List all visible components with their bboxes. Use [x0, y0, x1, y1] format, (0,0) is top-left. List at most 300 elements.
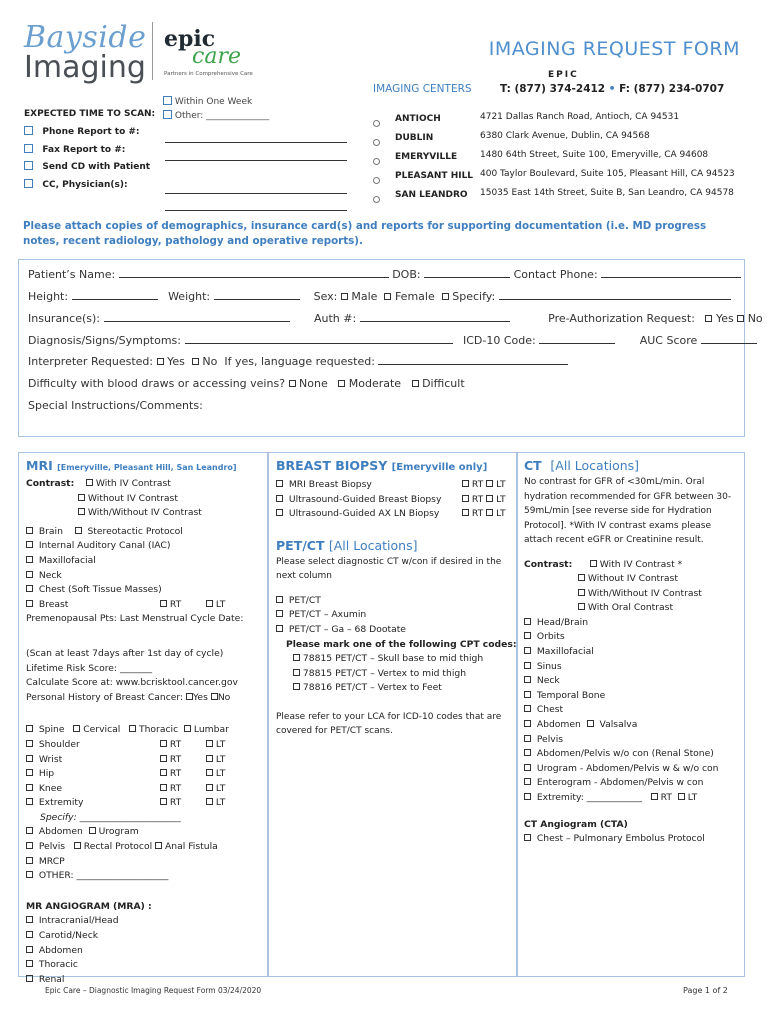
interpreter-yes-label: Yes: [167, 355, 185, 368]
center-radio-antioch[interactable]: [373, 120, 380, 127]
logo-script-text: Bayside: [24, 20, 147, 55]
ct-item: [524, 674, 744, 689]
cta-item: [524, 832, 744, 847]
difficulty-moderate-label: Moderate: [348, 377, 402, 390]
ct-abdomen-row: [524, 718, 744, 733]
mra-intracranial-checkbox[interactable]: [26, 916, 33, 923]
mri-spine-checkbox[interactable]: [26, 725, 33, 732]
org-name: EPIC: [548, 70, 579, 80]
mri-history-row: [26, 691, 267, 706]
ct-with-without-iv-label: With/Without IV Contrast: [587, 587, 702, 599]
center-address: 6380 Clark Avenue, Dublin, CA 94568: [480, 131, 650, 141]
ct-maxillofacial-checkbox[interactable]: [524, 647, 531, 654]
cpt-78816-checkbox[interactable]: [293, 683, 300, 690]
center-row: [373, 169, 753, 188]
auc-label: AUC Score: [639, 334, 698, 347]
mri-with-without-iv-checkbox[interactable]: [78, 508, 85, 515]
petct-axumin-checkbox[interactable]: [276, 610, 283, 617]
ct-renal-stone-checkbox[interactable]: [524, 749, 531, 756]
ct-item: [524, 689, 744, 704]
biopsy-item: [276, 493, 516, 508]
mri-knee-lt-checkbox[interactable]: [206, 784, 213, 791]
center-radio-pleasant-hill[interactable]: [373, 177, 380, 184]
phone-report-checkbox[interactable]: [24, 126, 33, 135]
auc-field[interactable]: [701, 343, 757, 344]
footer-right: Page 1 of 2: [683, 986, 728, 995]
mri-history-no-checkbox[interactable]: [211, 693, 218, 700]
mri-neck-label: Neck: [38, 569, 62, 581]
mri-stereo-label: Stereotactic Protocol: [87, 525, 183, 537]
ct-extremity-rt-checkbox[interactable]: [651, 793, 658, 800]
report-option[interactable]: [24, 161, 150, 179]
mri-extremity-rt-checkbox[interactable]: [160, 798, 167, 805]
mri-breast-rt-checkbox[interactable]: [160, 600, 167, 607]
petct-header: [276, 538, 516, 553]
rt-label: RT: [660, 792, 672, 803]
fax-report-label: Fax Report to #:: [42, 144, 126, 155]
ct-extremity-row: [524, 791, 744, 806]
mri-pelvis-row: [26, 840, 267, 855]
petct-checkbox[interactable]: [276, 596, 283, 603]
ct-neck-label: Neck: [536, 675, 560, 687]
mri-history-yes-checkbox[interactable]: [186, 693, 193, 700]
weight-field[interactable]: [214, 299, 300, 300]
sex-label: Sex:: [313, 290, 338, 303]
bayside-logo: [24, 22, 154, 84]
mra-carotid-checkbox[interactable]: [26, 931, 33, 938]
other-time-checkbox[interactable]: [163, 110, 172, 119]
mri-knee-rt-checkbox[interactable]: [160, 784, 167, 791]
mri-abdomen-checkbox[interactable]: [26, 827, 33, 834]
mri-urogram-checkbox[interactable]: [89, 827, 96, 834]
cta-pe-checkbox[interactable]: [524, 834, 531, 841]
petct-ga68-checkbox[interactable]: [276, 625, 283, 632]
mri-stereo-checkbox[interactable]: [75, 527, 82, 534]
mri-breast-lt[interactable]: [206, 598, 225, 613]
fax-report-checkbox[interactable]: [24, 144, 33, 153]
ct-abdomen-label: Abdomen: [536, 719, 581, 731]
rt-label: RT: [169, 797, 182, 809]
language-field[interactable]: [378, 364, 568, 365]
ct-location: [All Locations]: [550, 458, 640, 473]
specify-field[interactable]: [499, 299, 731, 300]
mri-spine-row: [26, 723, 267, 738]
ct-orbits-label: Orbits: [536, 631, 565, 643]
mri-wrist-rt-checkbox[interactable]: [160, 755, 167, 762]
ct-contrast-row: [524, 601, 744, 616]
mri-lumbar-checkbox[interactable]: [184, 725, 191, 732]
centers-list: [373, 112, 753, 207]
mri-thoracic-checkbox[interactable]: [129, 725, 136, 732]
patient-row-7: [28, 399, 203, 412]
mri-pelvis-checkbox[interactable]: [26, 842, 33, 849]
mri-without-iv-label: Without IV Contrast: [87, 492, 178, 504]
insurance-label: Insurance(s):: [28, 312, 100, 325]
ct-item: [524, 630, 744, 645]
mra-thoracic-checkbox[interactable]: [26, 960, 33, 967]
ct-temporal-checkbox[interactable]: [524, 691, 531, 698]
mri-with-iv-checkbox[interactable]: [86, 479, 93, 486]
footer-left: Epic Care – Diagnostic Imaging Request Form 03/24/2020: [45, 986, 262, 995]
patient-name-field[interactable]: [119, 277, 389, 278]
ct-pelvis-checkbox[interactable]: [524, 735, 531, 742]
biopsy-axln-rt-checkbox[interactable]: [462, 509, 469, 516]
ct-enterogram-label: Enterogram - Abdomen/Pelvis w con: [536, 777, 704, 789]
mri-joint-row: [26, 738, 267, 753]
ct-with-iv-checkbox[interactable]: [590, 560, 597, 567]
mri-extremity-lt-checkbox[interactable]: [206, 798, 213, 805]
mri-history-no: No: [217, 691, 231, 703]
mri-fistula-label: Anal Fistula: [164, 841, 218, 853]
cta-title: CT Angiogram (CTA): [524, 818, 628, 830]
bullet-icon: •: [608, 83, 620, 95]
cpt-78815-vertex-label: 78815 PET/CT – Vertex to mid thigh: [302, 667, 467, 679]
ct-contrast-row: [524, 587, 744, 602]
center-radio-emeryville[interactable]: [373, 158, 380, 165]
biopsy-axln-lt-checkbox[interactable]: [486, 509, 493, 516]
diagnosis-label: Diagnosis/Signs/Symptoms:: [28, 334, 181, 347]
mri-fistula-checkbox[interactable]: [155, 842, 162, 849]
lca-note: Please refer to your LCA for ICD-10 codes that are covered for PET/CT scans.: [276, 711, 502, 737]
ct-urogram-checkbox[interactable]: [524, 764, 531, 771]
center-row: [373, 150, 753, 169]
center-radio-san-leandro[interactable]: [373, 196, 380, 203]
cpt-78815-vertex-checkbox[interactable]: [293, 669, 300, 676]
cc-physician-checkbox[interactable]: [24, 179, 33, 188]
interpreter-label: Interpreter Requested:: [28, 355, 154, 368]
cta-pe-label: Chest – Pulmonary Embolus Protocol: [536, 833, 705, 845]
rt-label: RT: [169, 753, 182, 765]
ct-item: [524, 776, 744, 791]
biopsy-header: [276, 458, 516, 473]
cpt-item: [276, 667, 516, 682]
ct-temporal-label: Temporal Bone: [536, 689, 606, 701]
mri-wrist-checkbox[interactable]: [26, 755, 33, 762]
petct-note: Please select diagnostic CT w/con if desired in the next column: [276, 556, 502, 582]
mra-item: [26, 929, 267, 944]
mri-chest-label: Chest (Soft Tissue Masses): [38, 584, 162, 596]
ct-oral-checkbox[interactable]: [578, 603, 585, 610]
mri-item: [26, 554, 267, 569]
preauth-label: Pre-Authorization Request:: [548, 312, 695, 325]
mri-calc-url: Calculate Score at: www.bcrisktool.cancer.gov: [26, 677, 238, 689]
mri-breast-row: [26, 598, 267, 613]
ct-item: [524, 733, 744, 748]
other-time-label: Other: ______________: [174, 111, 270, 121]
ct-without-iv-checkbox[interactable]: [578, 574, 585, 581]
phone-report-label: Phone Report to #:: [42, 127, 140, 137]
ct-renal-stone-label: Abdomen/Pelvis w/o con (Renal Stone): [536, 748, 714, 760]
biopsy-title: BREAST BIOPSY: [276, 458, 388, 473]
preauth-no-checkbox[interactable]: [737, 315, 744, 322]
mri-hip-rt-checkbox[interactable]: [160, 769, 167, 776]
insurance-field[interactable]: [104, 321, 290, 322]
mri-title: MRI: [26, 458, 53, 473]
auth-field[interactable]: [360, 321, 510, 322]
difficulty-moderate-checkbox[interactable]: [338, 380, 345, 387]
mri-pelvis-label: Pelvis: [38, 841, 66, 853]
mri-joint-row: [26, 782, 267, 797]
center-name: PLEASANT HILL: [395, 171, 474, 181]
mri-other-row: [26, 869, 267, 884]
mra-title: MR ANGIOGRAM (MRA) :: [26, 900, 152, 912]
imaging-centers-label: IMAGING CENTERS: [373, 83, 472, 95]
mri-with-without-iv-label: With/Without IV Contrast: [87, 507, 202, 519]
mri-shoulder-rt-checkbox[interactable]: [160, 740, 167, 747]
ct-item: [524, 747, 744, 762]
ct-with-without-iv-checkbox[interactable]: [578, 589, 585, 596]
mri-abdomen-row: [26, 825, 267, 840]
language-label: If yes, language requested:: [224, 355, 375, 368]
mra-renal-label: Renal: [38, 973, 65, 985]
mri-mrcp-checkbox[interactable]: [26, 857, 33, 864]
form-title: IMAGING REQUEST FORM: [488, 38, 740, 60]
ct-enterogram-checkbox[interactable]: [524, 778, 531, 785]
lt-label: LT: [215, 768, 226, 780]
mri-breast-rt[interactable]: [160, 598, 181, 613]
ct-abdomen-checkbox[interactable]: [524, 720, 531, 727]
difficulty-none-label: None: [299, 377, 328, 390]
biopsy-mri-checkbox[interactable]: [276, 480, 283, 487]
report-option[interactable]: [24, 144, 150, 162]
center-name: EMERYVILLE: [395, 152, 458, 162]
cc-physician-label: CC, Physician(s):: [42, 179, 128, 190]
mri-brain-label: Brain: [38, 525, 63, 537]
biopsy-mri-rt-checkbox[interactable]: [462, 480, 469, 487]
rt-label: RT: [471, 479, 484, 490]
mri-scan-note: (Scan at least 7days after 1st day of cycle): [26, 647, 224, 659]
preauth-yes-checkbox[interactable]: [705, 315, 712, 322]
mri-locations: [Emeryville, Pleasant Hill, San Leandro]: [57, 463, 237, 472]
mri-chest-checkbox[interactable]: [26, 585, 33, 592]
ct-contrast-row: [524, 558, 744, 573]
center-row: [373, 112, 753, 131]
center-name: SAN LEANDRO: [395, 190, 468, 200]
cpt-78815-skull-checkbox[interactable]: [293, 654, 300, 661]
biopsy-mri-label: MRI Breast Biopsy: [288, 479, 372, 490]
specify-label: Specify:: [452, 290, 496, 303]
ct-chest-checkbox[interactable]: [524, 705, 531, 712]
center-address: 4721 Dallas Ranch Road, Antioch, CA 94531: [480, 112, 680, 122]
send-cd-label: Send CD with Patient: [42, 162, 151, 172]
fax-number: F: (877) 234-0707: [619, 83, 725, 95]
cpt-heading: Please mark one of the following CPT codes:: [286, 638, 517, 650]
mri-shoulder-checkbox[interactable]: [26, 740, 33, 747]
petct-item: [276, 608, 516, 623]
mri-neck-checkbox[interactable]: [26, 571, 33, 578]
ct-valsalva-checkbox[interactable]: [587, 720, 594, 727]
within-week-checkbox[interactable]: [163, 96, 172, 105]
difficulty-difficult-label: Difficult: [422, 377, 465, 390]
ct-contrast-row: [524, 572, 744, 587]
report-option[interactable]: [24, 179, 150, 197]
mra-carotid-label: Carotid/Neck: [38, 930, 99, 942]
mri-brain-checkbox[interactable]: [26, 527, 33, 534]
mra-renal-checkbox[interactable]: [26, 975, 33, 982]
interpreter-yes-checkbox[interactable]: [157, 358, 164, 365]
mri-wrist-label: Wrist: [38, 753, 63, 765]
dob-field[interactable]: [424, 277, 510, 278]
height-label: Height:: [28, 290, 69, 303]
lt-label: LT: [687, 792, 698, 803]
center-row: [373, 131, 753, 150]
ct-extremity-checkbox[interactable]: [524, 793, 531, 800]
female-label: Female: [394, 290, 435, 303]
send-cd-checkbox[interactable]: [24, 161, 33, 170]
biopsy-us-checkbox[interactable]: [276, 495, 283, 502]
biopsy-mri-lt-checkbox[interactable]: [486, 480, 493, 487]
mri-urogram-label: Urogram: [98, 826, 139, 838]
ct-extremity-lt-checkbox[interactable]: [678, 793, 685, 800]
ct-item: [524, 762, 744, 777]
mri-iac-checkbox[interactable]: [26, 541, 33, 548]
mri-item: [26, 569, 267, 584]
ct-item: [524, 645, 744, 660]
mri-cervical-checkbox[interactable]: [73, 725, 80, 732]
mri-mrcp-row: [26, 855, 267, 870]
biopsy-location: [Emeryville only]: [391, 462, 488, 473]
lt-label: LT: [496, 508, 506, 520]
biopsy-us-rt-checkbox[interactable]: [462, 495, 469, 502]
mri-knee-checkbox[interactable]: [26, 784, 33, 791]
mri-mrcp-label: MRCP: [38, 855, 65, 867]
mri-rectal-label: Rectal Protocol: [83, 841, 153, 853]
ct-urogram-label: Urogram - Abdomen/Pelvis w & w/o con: [536, 762, 719, 774]
mra-abdomen-checkbox[interactable]: [26, 946, 33, 953]
difficulty-difficult-checkbox[interactable]: [412, 380, 419, 387]
cc-line-2[interactable]: [165, 210, 347, 211]
other-time-option[interactable]: [163, 110, 269, 121]
mri-item: [26, 583, 267, 598]
ct-orbits-checkbox[interactable]: [524, 632, 531, 639]
mri-hip-label: Hip: [38, 768, 55, 780]
cpt-78816-label: 78816 PET/CT – Vertex to Feet: [302, 682, 442, 694]
petct-item: [276, 623, 516, 638]
mri-hip-checkbox[interactable]: [26, 769, 33, 776]
icd-label: ICD-10 Code:: [463, 334, 536, 347]
difficulty-none-checkbox[interactable]: [289, 380, 296, 387]
patient-row-5: [28, 355, 568, 368]
lt-label: LT: [215, 797, 226, 809]
mra-item: [26, 958, 267, 973]
mri-breast-lt-checkbox[interactable]: [206, 600, 213, 607]
weight-label: Weight:: [168, 290, 211, 303]
icd-field[interactable]: [539, 343, 615, 344]
center-radio-dublin[interactable]: [373, 139, 380, 146]
male-label: Male: [351, 290, 378, 303]
ct-extremity-label: Extremity: ____________: [536, 792, 642, 803]
mri-iac-label: Internal Auditory Canal (IAC): [38, 540, 171, 552]
ct-head-checkbox[interactable]: [524, 618, 531, 625]
mri-extremity-checkbox[interactable]: [26, 798, 33, 805]
cc-line-1[interactable]: [165, 193, 347, 194]
mri-specify: Specify: ______________________: [40, 811, 181, 823]
diagnosis-field[interactable]: [185, 343, 453, 344]
rt-label: RT: [169, 768, 182, 780]
mri-with-iv-label: With IV Contrast: [95, 478, 171, 489]
biopsy-us-label: Ultrasound-Guided Breast Biopsy: [288, 493, 442, 505]
patient-row-4: [28, 334, 757, 347]
interpreter-no-checkbox[interactable]: [192, 358, 199, 365]
auth-label: Auth #:: [313, 312, 357, 325]
petct-label: PET/CT: [288, 594, 321, 606]
height-field[interactable]: [72, 299, 158, 300]
biopsy-us-lt-checkbox[interactable]: [486, 495, 493, 502]
mra-item: [26, 944, 267, 959]
logo-divider: [152, 22, 153, 80]
mri-header: [26, 458, 267, 473]
patient-row-2: [28, 290, 731, 303]
cpt-item: [276, 652, 516, 667]
specify-checkbox[interactable]: [442, 293, 449, 300]
lt-label: LT: [215, 598, 226, 610]
ct-sinus-checkbox[interactable]: [524, 662, 531, 669]
mri-breast-checkbox[interactable]: [26, 600, 33, 607]
ct-neck-checkbox[interactable]: [524, 676, 531, 683]
fax-report-line[interactable]: [165, 160, 347, 161]
mri-rectal-checkbox[interactable]: [74, 842, 81, 849]
ct-contrast-label: Contrast:: [524, 558, 573, 570]
phone-number: T: (877) 374-2412: [500, 83, 606, 95]
report-options: [24, 126, 150, 196]
biopsy-axln-checkbox[interactable]: [276, 509, 283, 516]
ct-item: [524, 616, 744, 631]
mri-without-iv-checkbox[interactable]: [78, 494, 85, 501]
preauth-no-label: No: [747, 312, 763, 325]
male-checkbox[interactable]: [341, 293, 348, 300]
interpreter-no-label: No: [202, 355, 218, 368]
mri-joint-row: [26, 796, 267, 811]
center-row: [373, 188, 753, 207]
mri-cervical-label: Cervical: [83, 724, 121, 736]
lt-label: LT: [496, 493, 506, 505]
mri-shoulder-lt-checkbox[interactable]: [206, 740, 213, 747]
mri-wrist-lt-checkbox[interactable]: [206, 755, 213, 762]
ct-chest-label: Chest: [536, 704, 564, 716]
mri-maxillofacial-label: Maxillofacial: [38, 554, 96, 566]
lt-label: LT: [215, 753, 226, 765]
contact-line: [500, 83, 724, 95]
cpt-78815-skull-label: 78815 PET/CT – Skull base to mid thigh: [302, 653, 484, 665]
epic-text: epic: [164, 26, 216, 52]
mri-other-checkbox[interactable]: [26, 871, 33, 878]
mri-hip-lt-checkbox[interactable]: [206, 769, 213, 776]
patient-info-box: [18, 259, 763, 437]
biopsy-axln-label: Ultrasound-Guided AX LN Biopsy: [288, 508, 440, 520]
mri-joint-row: [26, 767, 267, 782]
female-checkbox[interactable]: [384, 293, 391, 300]
ct-maxillofacial-label: Maxillofacial: [536, 646, 594, 658]
contact-phone-label: Contact Phone:: [513, 268, 598, 281]
logo-tagline: Partners in Comprehensive Care: [164, 71, 253, 77]
report-option[interactable]: [24, 126, 150, 144]
rt-label: RT: [169, 782, 182, 794]
petct-location: [All Locations]: [328, 537, 418, 553]
ct-valsalva-label: Valsalva: [599, 719, 638, 731]
contact-phone-field[interactable]: [601, 277, 741, 278]
within-week-label: Within One Week: [174, 97, 253, 107]
ct-pelvis-label: Pelvis: [536, 733, 564, 745]
mra-abdomen-label: Abdomen: [38, 944, 83, 956]
within-week-option[interactable]: [163, 96, 252, 107]
mri-history-label: Personal History of Breast Cancer:: [26, 691, 184, 703]
phone-report-line[interactable]: [165, 142, 347, 143]
mri-maxillofacial-checkbox[interactable]: [26, 556, 33, 563]
ct-note: No contrast for GFR of <30mL/min. Oral hydration recommended for GFR between 30-59mL/min [see reverse side for Hydration Protocol]. *With IV contrast exams please attach recent eGFR or Creatinine result.: [524, 477, 732, 545]
ct-with-iv-label: With IV Contrast *: [599, 558, 683, 570]
mri-knee-label: Knee: [38, 782, 62, 794]
care-text: care: [192, 44, 241, 69]
